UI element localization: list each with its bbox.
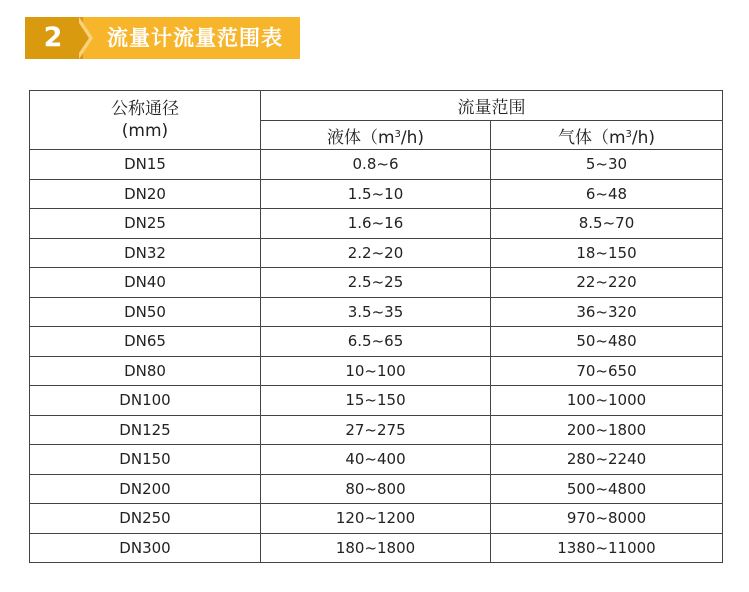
table-row [30,327,723,357]
liquid-range-cell: 1.6~16 [261,209,491,239]
nominal-diameter-header [30,91,261,150]
dn-cell: DN40 [30,268,261,298]
liquid-range-cell: 40~400 [261,445,491,475]
table-row [30,297,723,327]
dn-cell: DN80 [30,356,261,386]
flow-range-table [29,90,723,563]
dn-cell: DN65 [30,327,261,357]
liquid-range-cell: 120~1200 [261,504,491,534]
gas-range-cell: 5~30 [491,150,723,180]
gas-range-cell: 6~48 [491,179,723,209]
gas-header-label: 气体（m [557,127,626,148]
table-row [30,533,723,563]
gas-range-cell: 22~220 [491,268,723,298]
liquid-header [261,121,491,150]
nominal-diameter-unit: (mm) [121,121,169,141]
dn-cell: DN250 [30,504,261,534]
gas-range-cell: 36~320 [491,297,723,327]
table-row [30,238,723,268]
gas-range-cell: 500~4800 [491,474,723,504]
liquid-header-sup: 3 [394,128,401,140]
dn-cell: DN32 [30,238,261,268]
liquid-range-cell: 10~100 [261,356,491,386]
gas-range-cell: 1380~11000 [491,533,723,563]
liquid-range-cell: 27~275 [261,415,491,445]
liquid-header-label: 液体（m [326,127,395,148]
dn-cell: DN100 [30,386,261,416]
table-row [30,504,723,534]
liquid-range-cell: 0.8~6 [261,150,491,180]
dn-cell: DN125 [30,415,261,445]
table-body [30,150,723,563]
section-title: 流量计流量范围表 [107,26,283,50]
table-row [30,386,723,416]
liquid-header-tail: /h) [400,127,425,148]
liquid-range-cell: 6.5~65 [261,327,491,357]
nominal-diameter-label: 公称通径 [111,99,179,119]
dn-cell: DN15 [30,150,261,180]
liquid-range-cell: 15~150 [261,386,491,416]
dn-cell: DN20 [30,179,261,209]
gas-range-cell: 280~2240 [491,445,723,475]
gas-range-cell: 8.5~70 [491,209,723,239]
gas-range-cell: 970~8000 [491,504,723,534]
table-row [30,150,723,180]
gas-range-cell: 70~650 [491,356,723,386]
dn-cell: DN150 [30,445,261,475]
gas-range-cell: 50~480 [491,327,723,357]
table-row [30,356,723,386]
liquid-range-cell: 2.2~20 [261,238,491,268]
liquid-range-cell: 1.5~10 [261,179,491,209]
gas-range-cell: 18~150 [491,238,723,268]
table-row [30,268,723,298]
dn-cell: DN25 [30,209,261,239]
gas-range-cell: 200~1800 [491,415,723,445]
section-banner [25,17,300,59]
dn-cell: DN300 [30,533,261,563]
dn-cell: DN50 [30,297,261,327]
liquid-range-cell: 180~1800 [261,533,491,563]
table-row [30,445,723,475]
gas-header [491,121,723,150]
liquid-range-cell: 3.5~35 [261,297,491,327]
table-row [30,474,723,504]
table-row [30,415,723,445]
flow-range-header: 流量范围 [261,91,723,121]
gas-header-tail: /h) [631,127,656,148]
banner-arrow [75,17,89,59]
dn-cell: DN200 [30,474,261,504]
table-row [30,209,723,239]
gas-header-sup: 3 [625,128,632,140]
gas-range-cell: 100~1000 [491,386,723,416]
liquid-range-cell: 2.5~25 [261,268,491,298]
section-number: 2 [43,22,63,53]
table-row [30,179,723,209]
liquid-range-cell: 80~800 [261,474,491,504]
